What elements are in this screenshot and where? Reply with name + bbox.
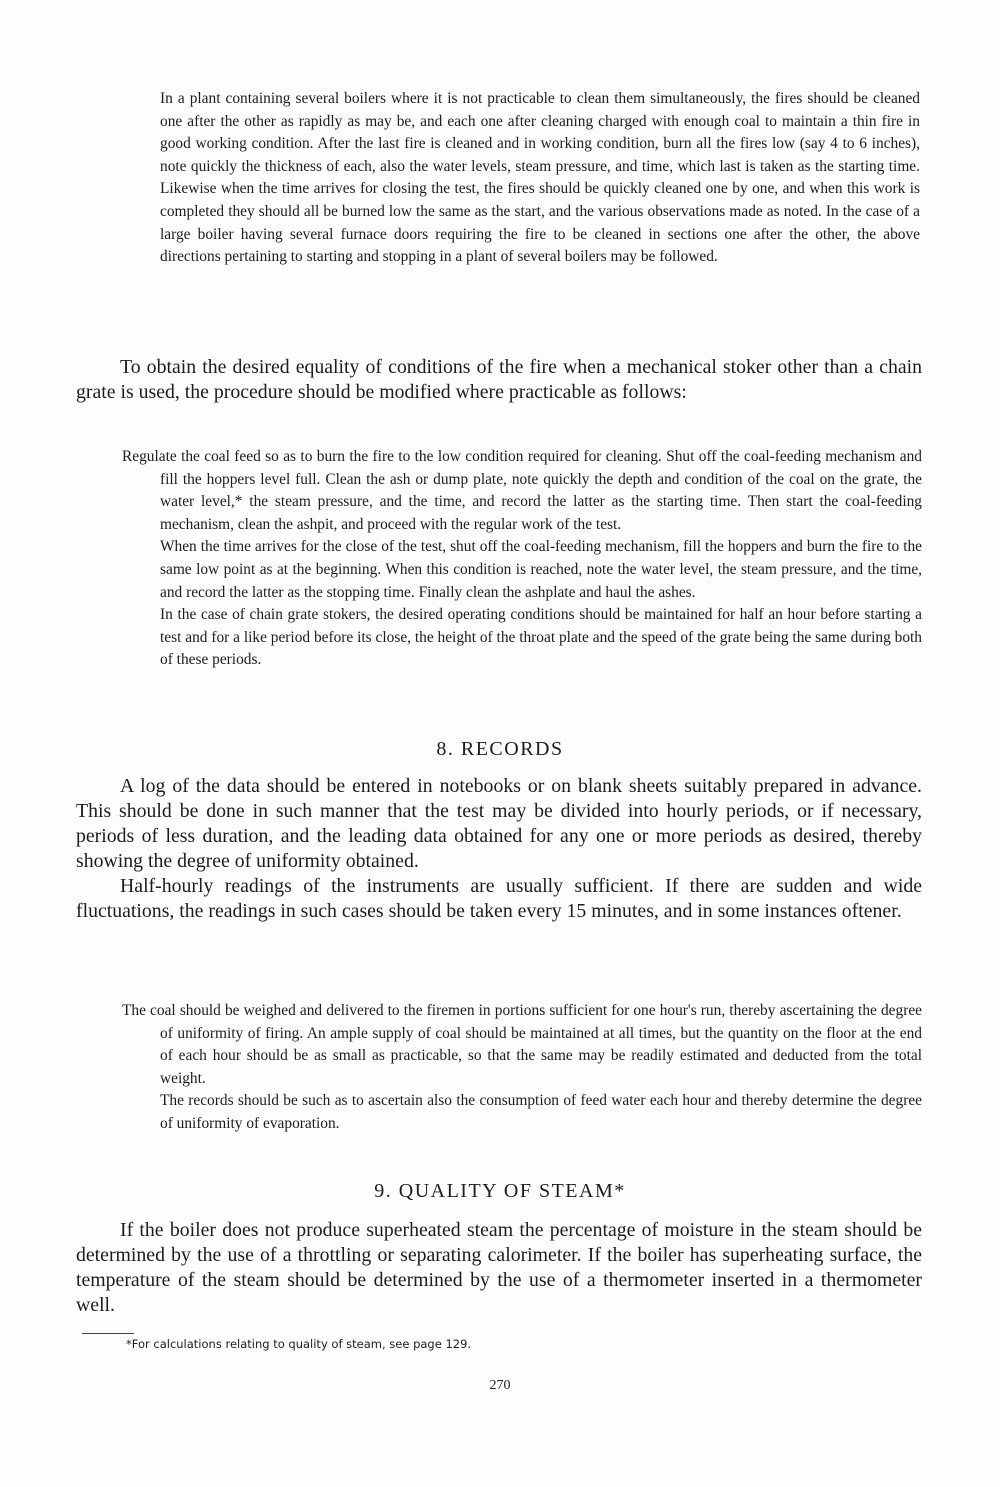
steam-heading: 9. QUALITY OF STEAM* xyxy=(374,1180,626,1202)
stoker-paragraph xyxy=(76,355,922,405)
page-number: 270 xyxy=(489,1378,511,1393)
stoker-rule-2: When the time arrives for the close of the test, shut off the coal-feeding mechanism, fill the hoppers and burn the fire to the same low point as at the beginning. When this condition is reached, note the water level, the steam pressure, and the time, and record the latter as the stopping time. Finally clean the ashplate and haul the ashes. xyxy=(160,538,922,601)
records-rule-2: The records should be such as to ascertain also the consumption of feed water each hour and thereby determine the degree of uniformity of evaporation. xyxy=(160,1092,922,1132)
records-rule-1: The coal should be weighed and delivered to the firemen in portions sufficient for one hour's run, thereby ascertaining the degree of uniformity of firing. An ample supply of coal should be maintained at all times, but the quantity on the floor at the end of each hour should be as small as practicable, so that the same may be readily estimated and deducted from the total weight. xyxy=(122,1002,922,1087)
stoker-rule-1: Regulate the coal feed so as to burn the fire to the low condition required for cleaning. Shut off the coal-feeding mechanism and fill the hoppers level full. Clean the ash or dump plate, note quickly the depth and condition of the coal on the grate, the water level,* the steam pressure, and the time, and record the latter as the starting time. Then start the coal-feeding mechanism, clean the ashpit, and proceed with the regular work of the test. xyxy=(122,448,922,533)
steam-paragraph-text: If the boiler does not produce superheated steam the percentage of moisture in the steam should be determined by the use of a throttling or separating calorimeter. If the boiler has superheating surface, the temperature of the steam should be determined by the use of a thermometer inserted in a thermometer well. xyxy=(76,1219,922,1316)
footnote: *For calculations relating to quality of steam, see page 129. xyxy=(126,1337,472,1351)
stoker-rule-3: In the case of chain grate stokers, the desired operating conditions should be maintained for half an hour before starting a test and for a like period before its close, the height of the throat plate and the speed of the grate being the same during both of these periods. xyxy=(160,606,922,669)
steam-paragraph xyxy=(76,1218,922,1318)
records-heading: 8. RECORDS xyxy=(436,738,564,760)
footnote-rule xyxy=(82,1333,134,1334)
stoker-paragraph-text: To obtain the desired equality of conditions of the fire when a mechanical stoker other than a chain grate is used, the procedure should be modified where practicable as follows: xyxy=(76,356,922,403)
records-paragraph-2: Half-hourly readings of the instruments are usually sufficient. If there are sudden and wide fluctuations, the readings in such cases should be taken every 15 minutes, and in some instances oftener. xyxy=(76,874,922,922)
records-paragraph-1: A log of the data should be entered in notebooks or on blank sheets suitably prepared in advance. This should be done in such manner that the test may be divided into hourly periods, or if necessary, periods of less duration, and the leading data obtained for any one or more periods as desired, thereby showing the degree of uniformity obtained. xyxy=(76,775,922,872)
records-rules xyxy=(122,1000,922,1136)
records-paragraphs xyxy=(76,774,922,923)
stoker-rules xyxy=(122,446,922,672)
intro-paragraph: In a plant containing several boilers where it is not practicable to clean them simultaneously, the fires should be cleaned one after the other as rapidly as may be, and each one after cleaning charged with enough coal to maintain a thin fire in good working condition. After the last fire is cleaned and in working condition, burn all the fires low (say 4 to 6 inches), note quickly the thickness of each, also the water levels, steam pressure, and time, which last is taken as the starting time. Likewise when the time arrives for closing the test, the fires should be quickly cleaned one by one, and when this work is completed they should all be burned low the same as the start, and the various observations made as noted. In the case of a large boiler having several furnace doors requiring the fire to be cleaned in sections one after the other, the above directions pertaining to starting and stopping in a plant of several boilers may be followed. xyxy=(160,90,920,266)
